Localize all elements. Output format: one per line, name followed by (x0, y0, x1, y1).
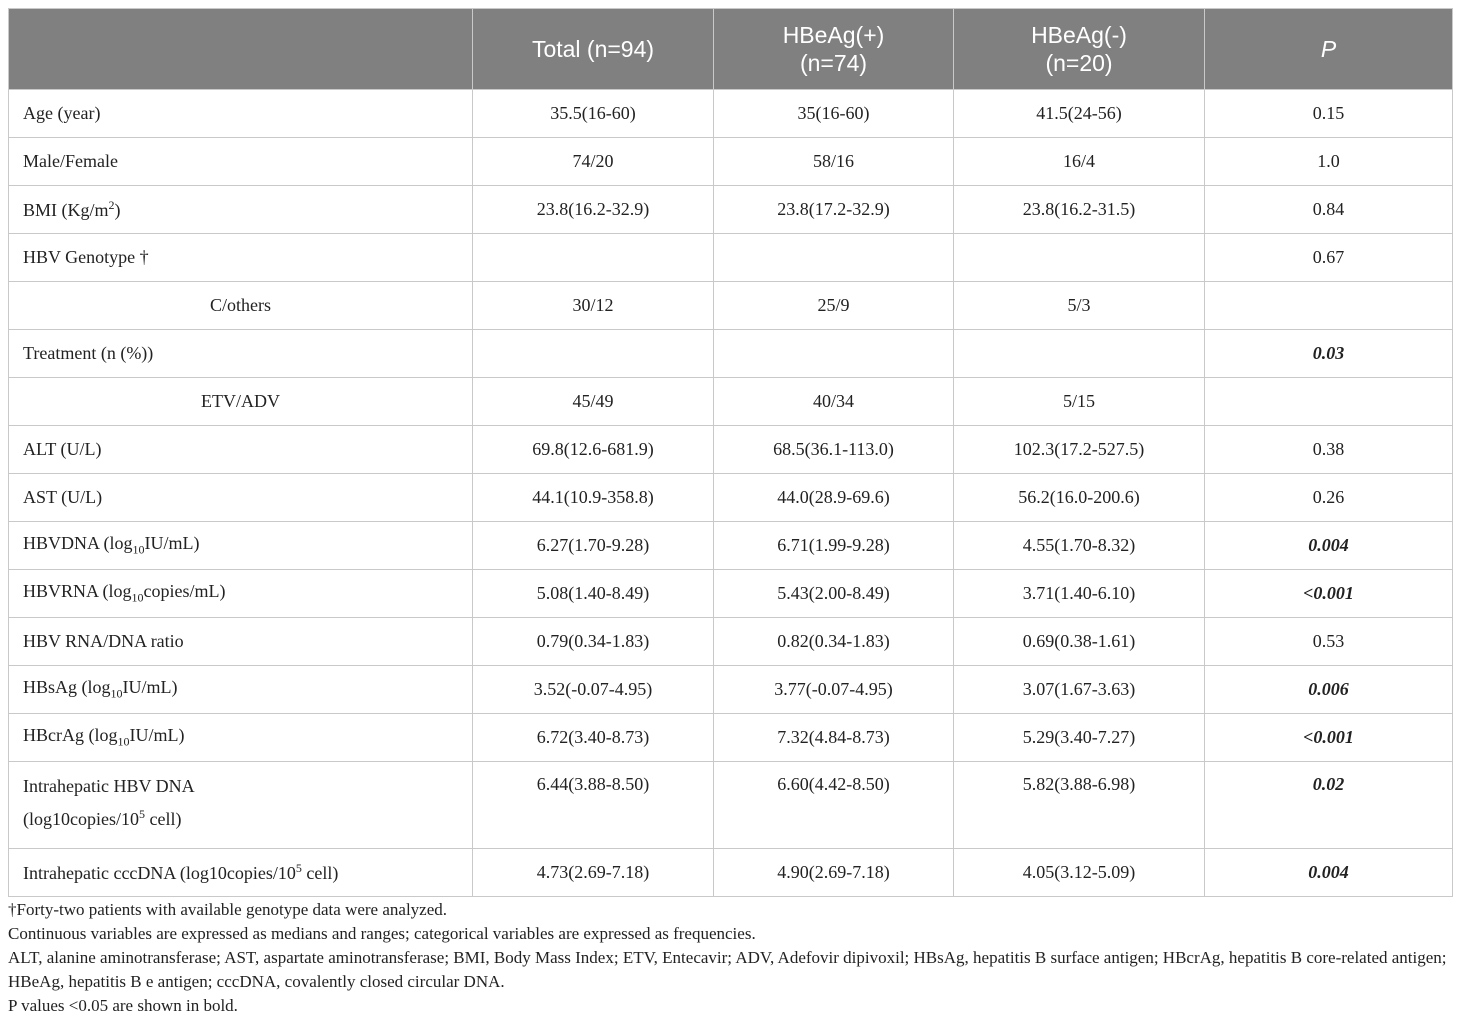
table-row (9, 618, 1453, 666)
table-row (9, 378, 1453, 426)
baseline-characteristics-table (8, 8, 1453, 897)
header-row (9, 9, 1453, 90)
row-label: HBV RNA/DNA ratio (9, 618, 473, 666)
cell-total: 6.27(1.70-9.28) (473, 522, 714, 570)
cell-total (473, 330, 714, 378)
cell-total: 30/12 (473, 282, 714, 330)
table-row (9, 138, 1453, 186)
cell-hbeag-negative: 4.05(3.12-5.09) (954, 849, 1205, 897)
row-label: Male/Female (9, 138, 473, 186)
table-row (9, 90, 1453, 138)
cell-hbeag-positive: 25/9 (714, 282, 954, 330)
table-row (9, 714, 1453, 762)
cell-hbeag-positive: 35(16-60) (714, 90, 954, 138)
cell-total (473, 234, 714, 282)
cell-p-value: 0.004 (1205, 522, 1453, 570)
cell-p-value: 0.02 (1205, 762, 1453, 849)
table-row (9, 186, 1453, 234)
row-label: AST (U/L) (9, 474, 473, 522)
cell-hbeag-positive: 7.32(4.84-8.73) (714, 714, 954, 762)
cell-total: 45/49 (473, 378, 714, 426)
cell-p-value: 0.53 (1205, 618, 1453, 666)
table-row (9, 330, 1453, 378)
cell-hbeag-negative (954, 330, 1205, 378)
cell-hbeag-positive: 68.5(36.1-113.0) (714, 426, 954, 474)
cell-total: 69.8(12.6-681.9) (473, 426, 714, 474)
header-p-value: P (1205, 9, 1453, 90)
cell-total: 0.79(0.34-1.83) (473, 618, 714, 666)
cell-hbeag-positive: 3.77(-0.07-4.95) (714, 666, 954, 714)
cell-hbeag-positive: 44.0(28.9-69.6) (714, 474, 954, 522)
cell-p-value (1205, 282, 1453, 330)
row-label: HBVRNA $(\log_{10}copies/mL)$ (9, 570, 473, 618)
cell-hbeag-negative: 4.55(1.70-8.32) (954, 522, 1205, 570)
cell-p-value: 1.0 (1205, 138, 1453, 186)
cell-hbeag-positive (714, 330, 954, 378)
cell-hbeag-negative: 41.5(24-56) (954, 90, 1205, 138)
header-hbeag-negative: HBeAg(-) (n=20) (954, 9, 1205, 90)
cell-total: 23.8(16.2-32.9) (473, 186, 714, 234)
cell-hbeag-negative: 3.71(1.40-6.10) (954, 570, 1205, 618)
cell-p-value: <0.001 (1205, 570, 1453, 618)
cell-total: 3.52(-0.07-4.95) (473, 666, 714, 714)
table-row (9, 282, 1453, 330)
header-blank (9, 9, 473, 90)
table-row (9, 849, 1453, 897)
footnote-variables: Continuous variables are expressed as medians and ranges; categorical variables are expressed as frequencies. (8, 924, 756, 943)
row-label: ALT (U/L) (9, 426, 473, 474)
row-label: BMI $(Kg/m^2)$ (9, 186, 473, 234)
cell-p-value: 0.38 (1205, 426, 1453, 474)
cell-hbeag-negative: 56.2(16.0-200.6) (954, 474, 1205, 522)
cell-hbeag-negative: 5/15 (954, 378, 1205, 426)
footnote-abbreviations: ALT, alanine aminotransferase; AST, aspartate aminotransferase; BMI, Body Mass Index; ETV, Entecavir; ADV, Adefovir dipivoxil; HBsAg, hepatitis B surface antigen; HBcrAg, hepatitis B core-related antigen; HBeAg, hepatitis B e antigen; cccDNA, covalently closed circular DNA. (8, 948, 1447, 991)
footnote-genotype: †Forty-two patients with available genotype data were analyzed. (8, 900, 448, 919)
cell-total: 4.73(2.69-7.18) (473, 849, 714, 897)
row-label: HBcrAg $(\log_{10}IU/mL)$ (9, 714, 473, 762)
cell-total: 6.72(3.40-8.73) (473, 714, 714, 762)
table-row (9, 570, 1453, 618)
table-row (9, 474, 1453, 522)
table-row (9, 666, 1453, 714)
cell-total: 74/20 (473, 138, 714, 186)
cell-hbeag-positive: 5.43(2.00-8.49) (714, 570, 954, 618)
row-label: Intrahepatic HBV DNA ($\log 10copies/10^5$ cell) (9, 762, 473, 849)
cell-hbeag-positive: 40/34 (714, 378, 954, 426)
row-label: Treatment (n (%)) (9, 330, 473, 378)
row-label: ETV/ADV (9, 378, 473, 426)
cell-hbeag-negative: 16/4 (954, 138, 1205, 186)
cell-hbeag-positive (714, 234, 954, 282)
cell-p-value: 0.006 (1205, 666, 1453, 714)
cell-p-value: 0.84 (1205, 186, 1453, 234)
table-row (9, 522, 1453, 570)
cell-total: 5.08(1.40-8.49) (473, 570, 714, 618)
row-label: C/others (9, 282, 473, 330)
cell-hbeag-negative: 5.29(3.40-7.27) (954, 714, 1205, 762)
cell-p-value: 0.03 (1205, 330, 1453, 378)
cell-hbeag-negative: 5.82(3.88-6.98) (954, 762, 1205, 849)
cell-total: 44.1(10.9-358.8) (473, 474, 714, 522)
cell-hbeag-positive: 6.60(4.42-8.50) (714, 762, 954, 849)
cell-hbeag-positive: 23.8(17.2-32.9) (714, 186, 954, 234)
header-hbeag-positive: HBeAg(+) (n=74) (714, 9, 954, 90)
cell-hbeag-negative: 23.8(16.2-31.5) (954, 186, 1205, 234)
row-label: HBV Genotype † (9, 234, 473, 282)
cell-hbeag-negative: 102.3(17.2-527.5) (954, 426, 1205, 474)
table-row (9, 426, 1453, 474)
cell-hbeag-positive: 0.82(0.34-1.83) (714, 618, 954, 666)
cell-hbeag-negative: 5/3 (954, 282, 1205, 330)
cell-hbeag-positive: 4.90(2.69-7.18) (714, 849, 954, 897)
cell-total: 6.44(3.88-8.50) (473, 762, 714, 849)
cell-p-value: 0.26 (1205, 474, 1453, 522)
cell-hbeag-negative: 3.07(1.67-3.63) (954, 666, 1205, 714)
table-footnotes (8, 898, 1452, 1018)
row-label: Intrahepatic cccDNA ($\log 10copies/10^5$ cell) (9, 849, 473, 897)
row-label: HBVDNA $(\log_{10}IU/mL)$ (9, 522, 473, 570)
cell-total: 35.5(16-60) (473, 90, 714, 138)
cell-hbeag-negative (954, 234, 1205, 282)
row-label: HBsAg $(\log_{10}IU/mL)$ (9, 666, 473, 714)
table-row (9, 762, 1453, 849)
cell-p-value: 0.67 (1205, 234, 1453, 282)
cell-hbeag-negative: 0.69(0.38-1.61) (954, 618, 1205, 666)
cell-p-value (1205, 378, 1453, 426)
cell-p-value: <0.001 (1205, 714, 1453, 762)
table-row (9, 234, 1453, 282)
cell-hbeag-positive: 58/16 (714, 138, 954, 186)
footnote-bold: P values <0.05 are shown in bold. (8, 996, 238, 1015)
row-label: Age (year) (9, 90, 473, 138)
cell-p-value: 0.15 (1205, 90, 1453, 138)
cell-hbeag-positive: 6.71(1.99-9.28) (714, 522, 954, 570)
cell-p-value: 0.004 (1205, 849, 1453, 897)
header-total: Total (n=94) (473, 9, 714, 90)
